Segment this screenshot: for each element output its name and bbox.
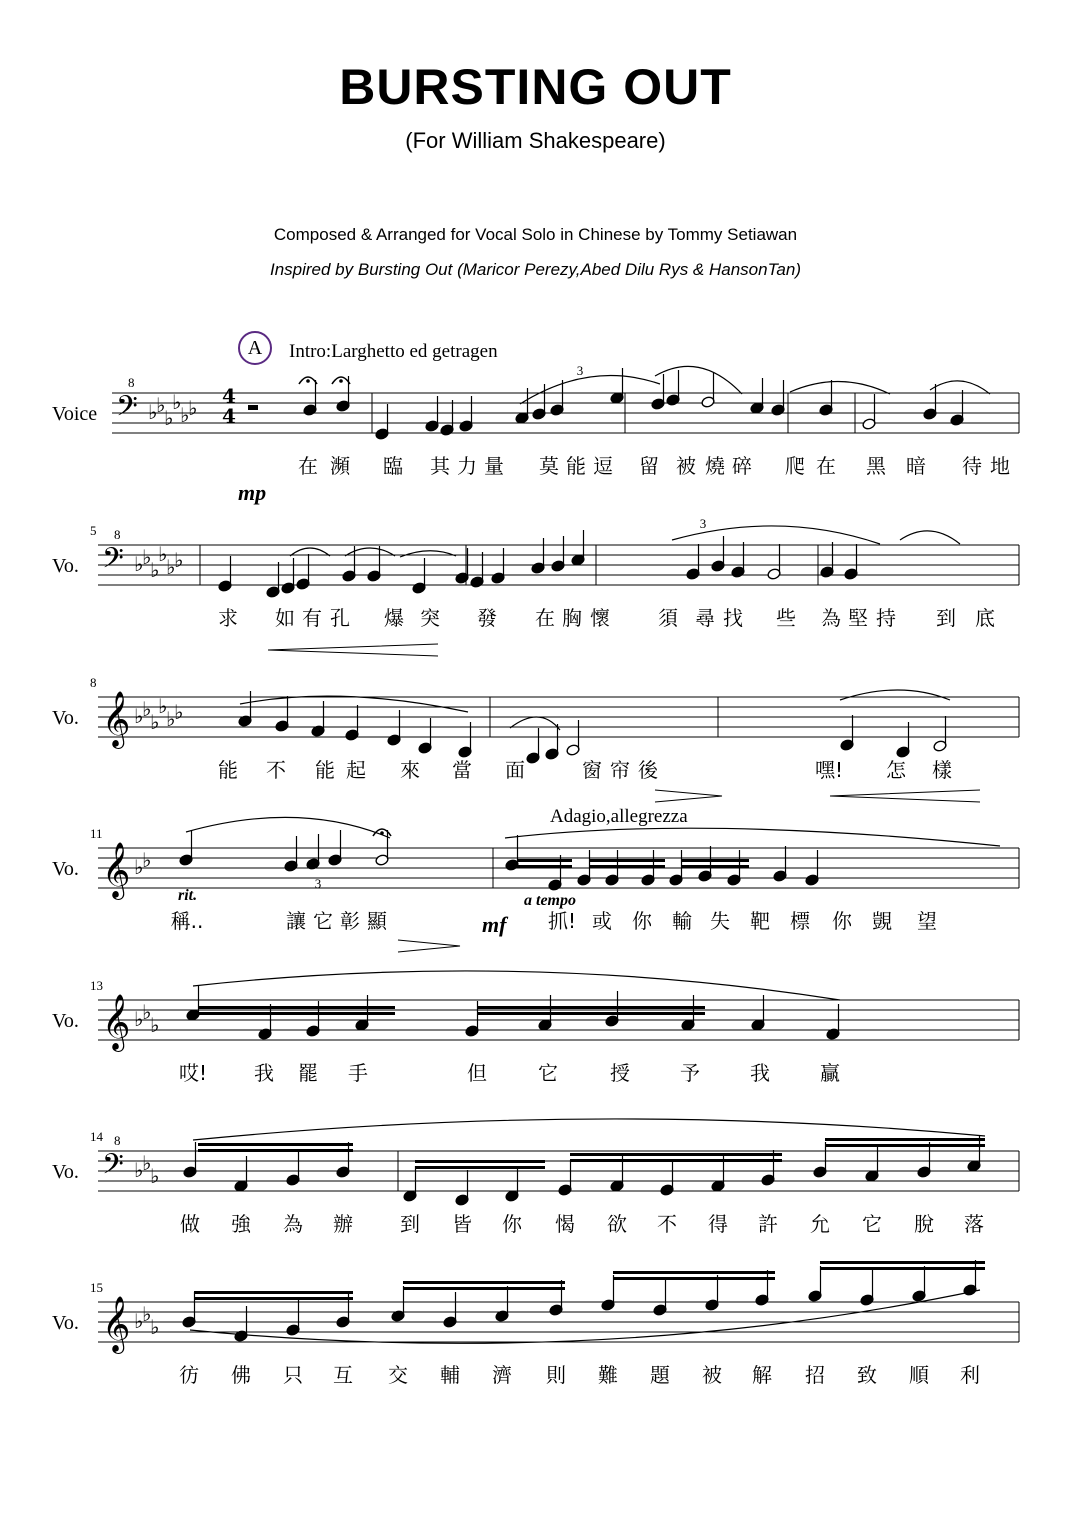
- slur: [930, 381, 990, 394]
- fermata-dot: [380, 831, 384, 835]
- lyric-syllable: 但: [467, 1061, 487, 1085]
- lyric-syllable: 窗: [582, 758, 602, 782]
- key-flat-icon: ♭: [142, 545, 152, 569]
- lyric-syllable: 得: [708, 1212, 728, 1236]
- key-flat-icon: ♭: [134, 855, 144, 879]
- lyric-syllable: 欲: [607, 1212, 627, 1236]
- dynamic-mp: mp: [238, 480, 267, 505]
- lyric-syllable: 待: [962, 454, 982, 478]
- lyric-syllable: 到: [936, 606, 956, 630]
- lyric-syllable: 做: [180, 1212, 200, 1236]
- fermata-dot: [306, 379, 310, 383]
- key-flat-icon: ♭: [134, 1007, 144, 1031]
- slur: [193, 971, 840, 1000]
- lyric-syllable: 在: [816, 454, 836, 478]
- lyric-syllable: 不: [657, 1212, 677, 1236]
- lyric-syllable: 暗: [906, 454, 926, 478]
- key-flat-icon: ♭: [166, 707, 176, 731]
- note-beam: [198, 1012, 395, 1015]
- lyric-syllable: 它: [313, 909, 333, 933]
- lyric-syllable: 它: [538, 1061, 558, 1085]
- lyric-syllable: 在: [535, 606, 555, 630]
- lyric-syllable: 覬: [872, 909, 892, 933]
- score-title: BURSTING OUT: [339, 59, 732, 115]
- lyric-syllable: 落: [964, 1212, 984, 1236]
- key-flat-icon: ♭: [164, 406, 174, 430]
- lyric-syllable: 量: [484, 454, 504, 478]
- lyric-syllable: 爬: [785, 454, 805, 478]
- lyric-syllable: 有: [302, 606, 322, 630]
- note-beam: [517, 865, 572, 868]
- lyric-syllable: 突: [420, 606, 440, 630]
- note-beam: [198, 1149, 353, 1152]
- treble-clef-icon: 𝄞: [102, 994, 131, 1050]
- lyric-syllable: 求: [218, 606, 238, 630]
- lyric-syllable: 後: [638, 758, 658, 782]
- lyric-syllable: 招: [805, 1363, 825, 1387]
- tempo-adagio: Adagio,allegrezza: [550, 806, 688, 827]
- lyric-syllable: 為: [821, 606, 841, 630]
- bass-clef-icon: 𝄢: [116, 390, 138, 430]
- lyric-syllable: 贏: [820, 1061, 840, 1085]
- instrument-label: Vo.: [52, 555, 79, 577]
- lyric-syllable: 你: [832, 909, 852, 933]
- key-flat-icon: ♭: [172, 390, 182, 414]
- bass-clef-icon: 𝄢: [102, 542, 124, 582]
- decrescendo-hairpin: [655, 790, 722, 802]
- slur: [240, 696, 468, 712]
- crescendo-hairpin: [830, 790, 980, 802]
- note-beam: [820, 1267, 985, 1270]
- key-flat-icon: ♭: [180, 403, 190, 427]
- key-flat-icon: ♭: [134, 1158, 144, 1182]
- lyric-syllable: 難: [598, 1363, 618, 1387]
- tuplet-number: 3: [699, 516, 707, 531]
- key-flat-icon: ♭: [188, 396, 198, 420]
- lyric-syllable: 找: [723, 606, 743, 630]
- lyric-syllable: 瀕: [330, 454, 350, 478]
- lyric-syllable: 佛: [231, 1363, 251, 1387]
- lyric-syllable: 為: [283, 1212, 303, 1236]
- lyric-syllable: 我: [750, 1061, 770, 1085]
- tuplet-number: 3: [576, 363, 584, 378]
- lyric-syllable: 燒: [705, 454, 725, 478]
- note-beam: [415, 1166, 545, 1169]
- lyric-syllable: 失: [710, 909, 730, 933]
- key-flat-icon: ♭: [150, 558, 160, 582]
- instrument-label: Vo.: [52, 1312, 79, 1334]
- lyric-syllable: 彷: [179, 1363, 199, 1387]
- lyric-syllable: 須: [658, 606, 678, 630]
- lyric-syllable: 持: [876, 606, 896, 630]
- lyric-syllable: 它: [862, 1212, 882, 1236]
- note-beam: [403, 1287, 565, 1290]
- instrument-label: Vo.: [52, 1161, 79, 1183]
- lyric-syllable: 逗: [593, 454, 613, 478]
- lyric-syllable: 解: [752, 1363, 772, 1387]
- lyric-syllable: 或: [592, 909, 612, 933]
- lyric-syllable: 脫: [914, 1212, 934, 1236]
- time-signature-bottom: 4: [222, 404, 236, 428]
- lyric-syllable: 臨: [383, 454, 403, 478]
- note-beam: [570, 1159, 782, 1162]
- lyric-syllable: 授: [610, 1061, 630, 1085]
- tuplet-number: 3: [314, 876, 322, 891]
- lyric-syllable: 地: [990, 454, 1010, 478]
- lyric-syllable: 輔: [440, 1363, 460, 1387]
- note-beam: [478, 1006, 705, 1009]
- lyric-syllable: 其: [430, 454, 450, 478]
- key-flat-icon: ♭: [134, 1309, 144, 1333]
- lyric-syllable: 我: [254, 1061, 274, 1085]
- lyric-syllable: 當: [452, 758, 472, 782]
- inspiration-credit: Inspired by Bursting Out (Maricor Perezy,Abed Dilu Rys & HansonTan): [269, 260, 801, 279]
- treble-clef-icon: 𝄞: [102, 691, 131, 747]
- lyric-syllable: 莫: [539, 454, 559, 478]
- decrescendo-hairpin: [398, 940, 460, 952]
- key-flat-icon: ♭: [142, 848, 152, 872]
- measure-number: 8: [90, 675, 97, 690]
- note-beam: [613, 1271, 775, 1274]
- lyric-syllable: 懷: [590, 606, 610, 630]
- lyric-syllable: 標: [790, 909, 810, 933]
- lyric-syllable: 帘: [610, 758, 630, 782]
- slur: [510, 717, 560, 730]
- time-signature-top: 4: [222, 384, 236, 408]
- key-flat-icon: ♭: [158, 542, 168, 566]
- lyric-syllable: 堅: [848, 606, 868, 630]
- lyric-syllable: 顯: [367, 909, 387, 933]
- lyric-syllable: 彰: [340, 909, 360, 933]
- measure-number: 13: [90, 978, 103, 993]
- note-beam: [613, 1277, 775, 1280]
- key-flat-icon: ♭: [150, 710, 160, 734]
- key-flat-icon: ♭: [148, 400, 158, 424]
- lyric-syllable: 力: [457, 454, 477, 478]
- key-flat-icon: ♭: [142, 697, 152, 721]
- score-subtitle: (For William Shakespeare): [405, 128, 666, 153]
- ottava-mark: 8: [128, 375, 135, 390]
- measure-number: 15: [90, 1280, 103, 1295]
- key-flat-icon: ♭: [142, 1000, 152, 1024]
- note-beam: [415, 1160, 545, 1163]
- lyric-syllable: 能: [566, 454, 586, 478]
- lyric-syllable: 能: [315, 758, 335, 782]
- note-beam: [194, 1291, 353, 1294]
- lyric-syllable: 允: [810, 1212, 830, 1236]
- lyric-syllable: 黑: [866, 454, 886, 478]
- lyric-syllable: 留: [639, 454, 659, 478]
- slur: [520, 376, 660, 404]
- note-beam: [198, 1006, 395, 1009]
- key-flat-icon: ♭: [134, 704, 144, 728]
- lyric-syllable: 許: [758, 1212, 778, 1236]
- slur: [505, 828, 1000, 846]
- composer-credit: Composed & Arranged for Vocal Solo in Chinese by Tommy Setiawan: [273, 225, 798, 244]
- lyric-syllable: 哎!: [178, 1061, 208, 1085]
- lyric-syllable: 稱..: [170, 909, 204, 933]
- lyric-syllable: 底: [975, 606, 995, 630]
- note-beam: [589, 859, 665, 862]
- key-flat-icon: ♭: [158, 694, 168, 718]
- lyric-syllable: 予: [680, 1061, 700, 1085]
- treble-clef-icon: 𝄞: [102, 842, 131, 898]
- key-flat-icon: ♭: [150, 1315, 160, 1339]
- lyric-syllable: 互: [333, 1363, 353, 1387]
- lyric-syllable: 你: [632, 909, 652, 933]
- note-beam: [198, 1143, 353, 1146]
- tempo-intro: Intro:Larghetto ed getragen: [289, 341, 498, 362]
- note-beam: [517, 859, 572, 862]
- lyric-syllable: 面: [505, 758, 525, 782]
- slur: [193, 1119, 985, 1140]
- bass-clef-icon: 𝄢: [102, 1148, 124, 1188]
- instrument-label: Voice: [52, 403, 98, 425]
- lyric-syllable: 嘿!: [814, 758, 844, 782]
- expression-a-tempo: a tempo: [524, 892, 576, 909]
- key-flat-icon: ♭: [142, 1151, 152, 1175]
- note-beam: [194, 1297, 353, 1300]
- lyric-syllable: 如: [275, 606, 295, 630]
- lyric-syllable: 發: [477, 606, 497, 630]
- ottava-mark: 8: [114, 1133, 121, 1148]
- lyric-syllable: 能: [218, 758, 238, 782]
- lyric-syllable: 爆: [384, 606, 404, 630]
- lyric-syllable: 靶: [750, 909, 770, 933]
- crescendo-hairpin: [268, 644, 438, 656]
- key-flat-icon: ♭: [174, 700, 184, 724]
- lyric-syllable: 碎: [732, 454, 752, 478]
- lyric-syllable: 怎: [886, 758, 906, 782]
- treble-clef-icon: 𝄞: [102, 1296, 131, 1352]
- lyric-syllable: 皆: [452, 1212, 472, 1236]
- note-beam: [681, 859, 749, 862]
- note-beam: [570, 1153, 782, 1156]
- rehearsal-mark-a: A: [238, 331, 272, 365]
- measure-number: 14: [90, 1129, 103, 1144]
- key-flat-icon: ♭: [150, 1164, 160, 1188]
- instrument-label: Vo.: [52, 707, 79, 729]
- lyric-syllable: 些: [776, 606, 796, 630]
- lyric-syllable: 被: [702, 1363, 722, 1387]
- note-beam: [681, 865, 749, 868]
- ottava-mark: 8: [114, 527, 121, 542]
- lyric-syllable: 利: [960, 1363, 980, 1387]
- key-flat-icon: ♭: [156, 393, 166, 417]
- lyric-syllable: 濟: [492, 1363, 512, 1387]
- lyric-syllable: 愒: [555, 1212, 575, 1236]
- lyric-syllable: 尋: [695, 606, 715, 630]
- key-flat-icon: ♭: [150, 1013, 160, 1037]
- slur: [655, 366, 742, 394]
- lyric-syllable: 到: [400, 1212, 420, 1236]
- lyric-syllable: 讓: [286, 909, 306, 933]
- lyric-syllable: 來: [400, 758, 420, 782]
- instrument-label: Vo.: [52, 1010, 79, 1032]
- lyric-syllable: 辦: [333, 1212, 353, 1236]
- lyric-syllable: 孔: [330, 606, 350, 630]
- measure-number: 5: [90, 523, 97, 538]
- lyric-syllable: 你: [502, 1212, 522, 1236]
- lyric-syllable: 題: [650, 1363, 670, 1387]
- fermata-dot: [339, 379, 343, 383]
- lyric-syllable: 輸: [672, 909, 692, 933]
- key-flat-icon: ♭: [142, 1302, 152, 1326]
- lyric-syllable: 樣: [932, 758, 952, 782]
- lyric-syllable: 強: [231, 1212, 251, 1236]
- lyric-syllable: 只: [283, 1363, 303, 1387]
- slur: [186, 817, 390, 838]
- key-flat-icon: ♭: [134, 552, 144, 576]
- lyric-syllable: 手: [348, 1061, 368, 1085]
- expression-rit: rit.: [178, 887, 198, 904]
- lyric-syllable: 則: [546, 1363, 566, 1387]
- lyric-syllable: 胸: [562, 606, 582, 630]
- slur: [840, 690, 950, 700]
- lyric-syllable: 望: [917, 909, 937, 933]
- lyric-syllable: 致: [857, 1363, 877, 1387]
- note-beam: [478, 1012, 705, 1015]
- lyric-syllable: 不: [266, 758, 286, 782]
- key-flat-icon: ♭: [174, 548, 184, 572]
- instrument-label: Vo.: [52, 858, 79, 880]
- measure-number: 11: [90, 826, 103, 841]
- lyric-syllable: 在: [298, 454, 318, 478]
- dynamic-mf: mf: [482, 912, 507, 937]
- lyric-syllable: 交: [388, 1363, 408, 1387]
- note-beam: [825, 1144, 985, 1147]
- note-beam: [825, 1138, 985, 1141]
- slur: [400, 551, 456, 557]
- half-rest: [248, 405, 258, 410]
- slur: [900, 531, 960, 544]
- note-beam: [403, 1281, 565, 1284]
- lyric-syllable: 順: [909, 1363, 929, 1387]
- note-beam: [820, 1261, 985, 1264]
- lyric-syllable: 被: [676, 454, 696, 478]
- key-flat-icon: ♭: [166, 555, 176, 579]
- slur: [790, 381, 890, 394]
- note-beam: [589, 865, 665, 868]
- lyric-syllable: 罷: [298, 1061, 318, 1085]
- lyric-syllable: 起: [346, 758, 366, 782]
- lyric-syllable: 抓!: [547, 909, 577, 933]
